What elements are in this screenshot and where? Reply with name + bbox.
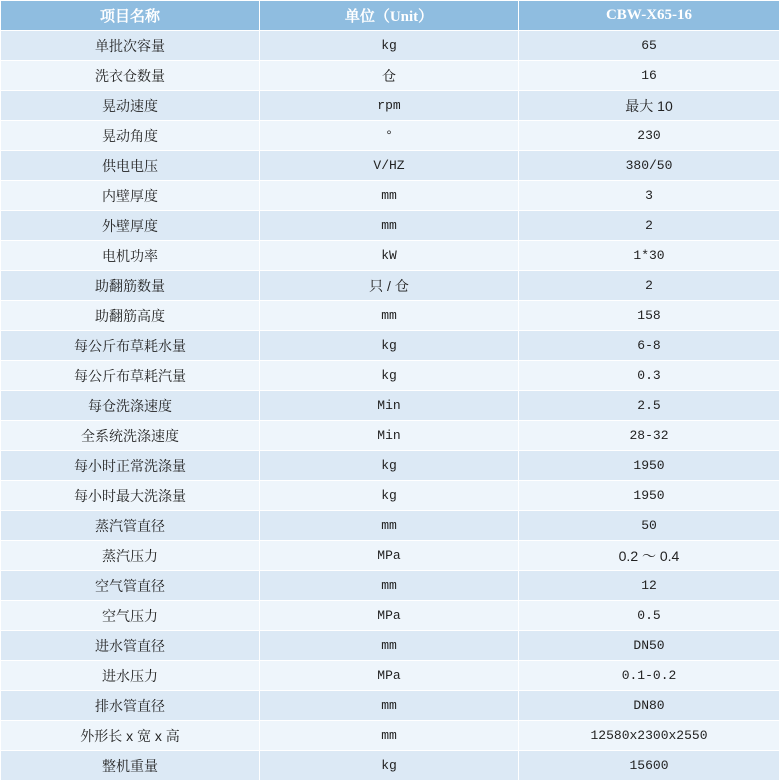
cell-value: 1950	[519, 451, 779, 481]
cell-unit: kg	[260, 31, 519, 61]
cell-item-name: 每小时正常洗涤量	[1, 451, 260, 481]
cell-unit: V/HZ	[260, 151, 519, 181]
cell-unit: mm	[260, 691, 519, 721]
cell-item-name: 助翻筋数量	[1, 271, 260, 301]
cell-value: 230	[519, 121, 779, 151]
column-header-item-name: 项目名称	[1, 1, 260, 31]
table-row	[1, 61, 779, 91]
table-row	[1, 631, 779, 661]
cell-unit: mm	[260, 301, 519, 331]
cell-item-name: 电机功率	[1, 241, 260, 271]
table-row	[1, 541, 779, 571]
cell-unit: rpm	[260, 91, 519, 121]
cell-item-name: 空气压力	[1, 601, 260, 631]
table-row	[1, 91, 779, 121]
cell-unit: mm	[260, 721, 519, 751]
cell-item-name: 全系统洗涤速度	[1, 421, 260, 451]
cell-value: DN80	[519, 691, 779, 721]
cell-value: 1*30	[519, 241, 779, 271]
table-body	[1, 31, 779, 781]
table-row	[1, 361, 779, 391]
cell-value: 12	[519, 571, 779, 601]
cell-value: 6-8	[519, 331, 779, 361]
cell-value: 50	[519, 511, 779, 541]
cell-unit: kg	[260, 751, 519, 781]
cell-value: 158	[519, 301, 779, 331]
cell-value: 0.1-0.2	[519, 661, 779, 691]
cell-unit: mm	[260, 571, 519, 601]
column-header-model: CBW-X65-16	[519, 1, 779, 31]
table-row	[1, 391, 779, 421]
table-row	[1, 331, 779, 361]
cell-unit: MPa	[260, 541, 519, 571]
table-row	[1, 511, 779, 541]
table-row	[1, 421, 779, 451]
cell-value: 3	[519, 181, 779, 211]
cell-value: 0.5	[519, 601, 779, 631]
cell-value: 0.3	[519, 361, 779, 391]
table-row	[1, 571, 779, 601]
cell-item-name: 空气管直径	[1, 571, 260, 601]
cell-item-name: 外形长 x 宽 x 高	[1, 721, 260, 751]
cell-unit: kW	[260, 241, 519, 271]
cell-item-name: 洗衣仓数量	[1, 61, 260, 91]
cell-item-name: 内壁厚度	[1, 181, 260, 211]
cell-unit: kg	[260, 481, 519, 511]
table-row	[1, 721, 779, 751]
table-row	[1, 151, 779, 181]
cell-item-name: 蒸汽管直径	[1, 511, 260, 541]
cell-value: 16	[519, 61, 779, 91]
cell-value: 15600	[519, 751, 779, 781]
table-row	[1, 451, 779, 481]
table-row	[1, 301, 779, 331]
cell-item-name: 外壁厚度	[1, 211, 260, 241]
table-row	[1, 601, 779, 631]
cell-item-name: 每公斤布草耗汽量	[1, 361, 260, 391]
cell-unit: MPa	[260, 601, 519, 631]
cell-unit: mm	[260, 181, 519, 211]
cell-item-name: 助翻筋高度	[1, 301, 260, 331]
cell-value: DN50	[519, 631, 779, 661]
cell-item-name: 每小时最大洗涤量	[1, 481, 260, 511]
cell-value: 2	[519, 211, 779, 241]
cell-item-name: 晃动角度	[1, 121, 260, 151]
cell-unit: kg	[260, 361, 519, 391]
cell-unit: 仓	[260, 61, 519, 91]
cell-unit: MPa	[260, 661, 519, 691]
cell-unit: °	[260, 121, 519, 151]
cell-item-name: 每仓洗涤速度	[1, 391, 260, 421]
table-row	[1, 181, 779, 211]
cell-item-name: 整机重量	[1, 751, 260, 781]
cell-unit: kg	[260, 331, 519, 361]
cell-value: 0.2 ～ 0.4	[519, 541, 779, 571]
cell-item-name: 供电电压	[1, 151, 260, 181]
cell-unit: 只 / 仓	[260, 271, 519, 301]
table-row	[1, 271, 779, 301]
cell-unit: kg	[260, 451, 519, 481]
cell-unit: mm	[260, 631, 519, 661]
table-header-row	[1, 1, 779, 31]
table-row	[1, 661, 779, 691]
cell-value: 最大 10	[519, 91, 779, 121]
table-row	[1, 31, 779, 61]
table-row	[1, 121, 779, 151]
cell-value: 65	[519, 31, 779, 61]
table-row	[1, 211, 779, 241]
cell-unit: Min	[260, 391, 519, 421]
table-row	[1, 751, 779, 781]
cell-value: 12580x2300x2550	[519, 721, 779, 751]
cell-value: 2	[519, 271, 779, 301]
table-row	[1, 481, 779, 511]
cell-item-name: 进水压力	[1, 661, 260, 691]
cell-value: 2.5	[519, 391, 779, 421]
cell-unit: Min	[260, 421, 519, 451]
cell-unit: mm	[260, 511, 519, 541]
cell-item-name: 蒸汽压力	[1, 541, 260, 571]
cell-value: 28-32	[519, 421, 779, 451]
cell-item-name: 排水管直径	[1, 691, 260, 721]
cell-item-name: 进水管直径	[1, 631, 260, 661]
table-row	[1, 241, 779, 271]
cell-item-name: 单批次容量	[1, 31, 260, 61]
table-header	[1, 1, 779, 31]
table-row	[1, 691, 779, 721]
cell-value: 380/50	[519, 151, 779, 181]
column-header-unit: 单位（Unit）	[260, 1, 519, 31]
cell-value: 1950	[519, 481, 779, 511]
cell-unit: mm	[260, 211, 519, 241]
cell-item-name: 晃动速度	[1, 91, 260, 121]
cell-item-name: 每公斤布草耗水量	[1, 331, 260, 361]
